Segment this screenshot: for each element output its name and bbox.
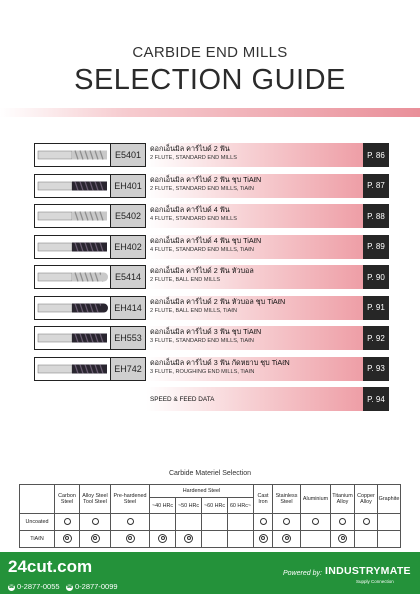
product-row[interactable] (0, 140, 420, 170)
description-english: 4 FLUTE, STANDARD END MILLS, TiAℓN (150, 246, 254, 253)
page-reference[interactable]: P. 94 (363, 387, 389, 411)
material-cell (331, 531, 355, 548)
header-graphite: Graphite (378, 485, 401, 514)
suitable-mark-icon (339, 518, 346, 525)
product-description (146, 265, 363, 289)
speed-feed-label: SPEED & FEED DATA (146, 387, 363, 411)
page-reference[interactable]: P. 88 (363, 204, 389, 228)
product-code: EH402 (111, 235, 146, 259)
material-cell (150, 531, 176, 548)
brand-link[interactable]: 24cut.com (8, 557, 93, 576)
product-row[interactable] (0, 354, 420, 384)
product-row[interactable] (0, 323, 420, 353)
materials-title: Carbide Materiel Selection (168, 470, 252, 477)
recommended-mark-icon (126, 534, 135, 543)
product-code: E5414 (111, 265, 146, 289)
material-cell (273, 531, 301, 548)
product-code: EH553 (111, 326, 146, 350)
description-thai: ดอกเอ็นมิล คาร์ไบด์ 2 ฟัน หัวบอล (150, 266, 254, 275)
speed-feed-row[interactable] (0, 384, 420, 414)
coating-label: TiAℓN (20, 531, 55, 548)
phone-1[interactable]: ☎ 0-2877-0055 (8, 582, 60, 591)
product-code: EH401 (111, 174, 146, 198)
end-mill-image (34, 326, 111, 350)
description-english: 3 FLUTE, STANDARD END MILLS, TiAℓN (150, 338, 254, 344)
phone-icon: ☎ (8, 583, 15, 590)
product-description (146, 326, 363, 350)
material-cell (355, 531, 378, 548)
end-mill-image (34, 143, 111, 167)
powered-by-label: Powered by: (283, 570, 322, 577)
pink-divider (0, 108, 420, 117)
description-english: 3 FLUTE, ROUGHING END MILLS, TiAℓN (150, 368, 255, 375)
description-english: 4 FLUTE, STANDARD END MILLS (150, 216, 237, 222)
material-selection-table (19, 484, 401, 548)
header-alloy: Alloy Steel Tool Steel (80, 485, 111, 514)
material-cell (378, 514, 401, 531)
product-row[interactable] (0, 201, 420, 231)
material-cell (254, 514, 273, 531)
header-subtitle: CARBIDE END MILLS (132, 44, 288, 61)
recommended-mark-icon (91, 534, 100, 543)
product-description (146, 357, 363, 381)
hardness-40: ~40 HRc (150, 498, 176, 514)
header-carbon: Carbon Steel (55, 485, 80, 514)
description-thai: ดอกเอ็นมิล คาร์ไบด์ 3 ฟัน กัดหยาบ ชุบ TiAℓN (150, 357, 290, 367)
material-cell (331, 514, 355, 531)
material-row (20, 531, 401, 548)
material-cell (202, 514, 228, 531)
recommended-mark-icon (63, 534, 72, 543)
product-row[interactable] (0, 232, 420, 262)
material-cell (150, 514, 176, 531)
recommended-mark-icon (158, 534, 167, 543)
page-reference[interactable]: P. 89 (363, 235, 389, 259)
product-description (146, 296, 363, 320)
product-row[interactable] (0, 262, 420, 292)
material-cell (80, 514, 111, 531)
suitable-mark-icon (260, 518, 267, 525)
description-thai: ดอกเอ็นมิล คาร์ไบด์ 4 ฟัน (150, 205, 230, 214)
coating-label: Uncoated (20, 514, 55, 531)
header-cast: Cast Iron (254, 485, 273, 514)
page-reference[interactable]: P. 91 (363, 296, 389, 320)
material-cell (378, 531, 401, 548)
description-english: 2 FLUTE, BALL END MILLS (150, 277, 221, 283)
company-logo: INDUSTRYMATE (325, 565, 411, 577)
hardness-60: ~60 HRc (202, 498, 228, 514)
material-cell (273, 514, 301, 531)
product-description (146, 235, 363, 259)
description-thai: ดอกเอ็นมิล คาร์ไบด์ 2 ฟัน หัวบอล ชุบ TiAℓN (150, 296, 286, 306)
material-cell (202, 531, 228, 548)
material-cell (228, 531, 254, 548)
product-description (146, 204, 363, 228)
page-reference[interactable]: P. 92 (363, 326, 389, 350)
product-description (146, 143, 363, 167)
material-cell (55, 514, 80, 531)
material-row (20, 514, 401, 531)
suitable-mark-icon (92, 518, 99, 525)
recommended-mark-icon (282, 534, 291, 543)
page-reference[interactable]: P. 93 (363, 357, 389, 381)
product-code: EH414 (111, 296, 146, 320)
header-hardened: Hardened Steel (150, 485, 254, 498)
material-cell (301, 531, 331, 548)
product-row[interactable] (0, 293, 420, 323)
product-code: E5401 (111, 143, 146, 167)
end-mill-image (34, 204, 111, 228)
header-prehard: Pre-hardened Steel (111, 485, 150, 514)
suitable-mark-icon (64, 518, 71, 525)
phone-2[interactable]: ☎ 0-2877-0099 (66, 582, 118, 591)
end-mill-image (34, 357, 111, 381)
end-mill-image (34, 296, 111, 320)
material-cell (176, 531, 202, 548)
header-aluminium: Aluminium (301, 485, 331, 514)
material-cell (55, 531, 80, 548)
suitable-mark-icon (283, 518, 290, 525)
page-title: SELECTION GUIDE (74, 64, 346, 96)
end-mill-image (34, 174, 111, 198)
end-mill-image (34, 235, 111, 259)
page-reference[interactable]: P. 87 (363, 174, 389, 198)
end-mill-image (34, 265, 111, 289)
recommended-mark-icon (259, 534, 268, 543)
company-tagline: Supply Connection (356, 579, 394, 584)
suitable-mark-icon (363, 518, 370, 525)
header-stainless: Stainless Steel (273, 485, 301, 514)
description-thai: ดอกเอ็นมิล คาร์ไบด์ 4 ฟัน ชุบ TiAℓN (150, 235, 262, 245)
material-cell (254, 531, 273, 548)
material-cell (301, 514, 331, 531)
product-code: E5402 (111, 204, 146, 228)
recommended-mark-icon (338, 534, 347, 543)
hardness-50: ~50 HRc (176, 498, 202, 514)
phone-icon: ☎ (66, 583, 73, 590)
page-reference[interactable]: P. 90 (363, 265, 389, 289)
suitable-mark-icon (312, 518, 319, 525)
description-english: 2 FLUTE, BALL END MILLS, TiAℓN (150, 307, 238, 314)
material-cell (355, 514, 378, 531)
header-titanium: Titanium Alloy (331, 485, 355, 514)
description-thai: ดอกเอ็นมิล คาร์ไบด์ 2 ฟัน (150, 144, 230, 153)
header-copper: Copper Alloy (355, 485, 378, 514)
footer-bar (0, 552, 420, 594)
description-thai: ดอกเอ็นมิล คาร์ไบด์ 2 ฟัน ชุบ TiAℓN (150, 174, 262, 184)
product-description (146, 174, 363, 198)
description-thai: ดอกเอ็นมิล คาร์ไบด์ 3 ฟัน ชุบ TiAℓN (150, 327, 262, 336)
description-english: 2 FLUTE, STANDARD END MILLS (150, 155, 237, 161)
material-cell (80, 531, 111, 548)
hardness-60-plus: 60 HRc~ (228, 498, 254, 514)
recommended-mark-icon (184, 534, 193, 543)
suitable-mark-icon (127, 518, 134, 525)
material-cell (176, 514, 202, 531)
material-cell (111, 531, 150, 548)
description-english: 2 FLUTE, STANDARD END MILLS, TiAℓN (150, 185, 254, 192)
material-cell (228, 514, 254, 531)
page-reference[interactable]: P. 86 (363, 143, 389, 167)
product-code: EH742 (111, 357, 146, 381)
material-cell (111, 514, 150, 531)
product-row[interactable] (0, 171, 420, 201)
